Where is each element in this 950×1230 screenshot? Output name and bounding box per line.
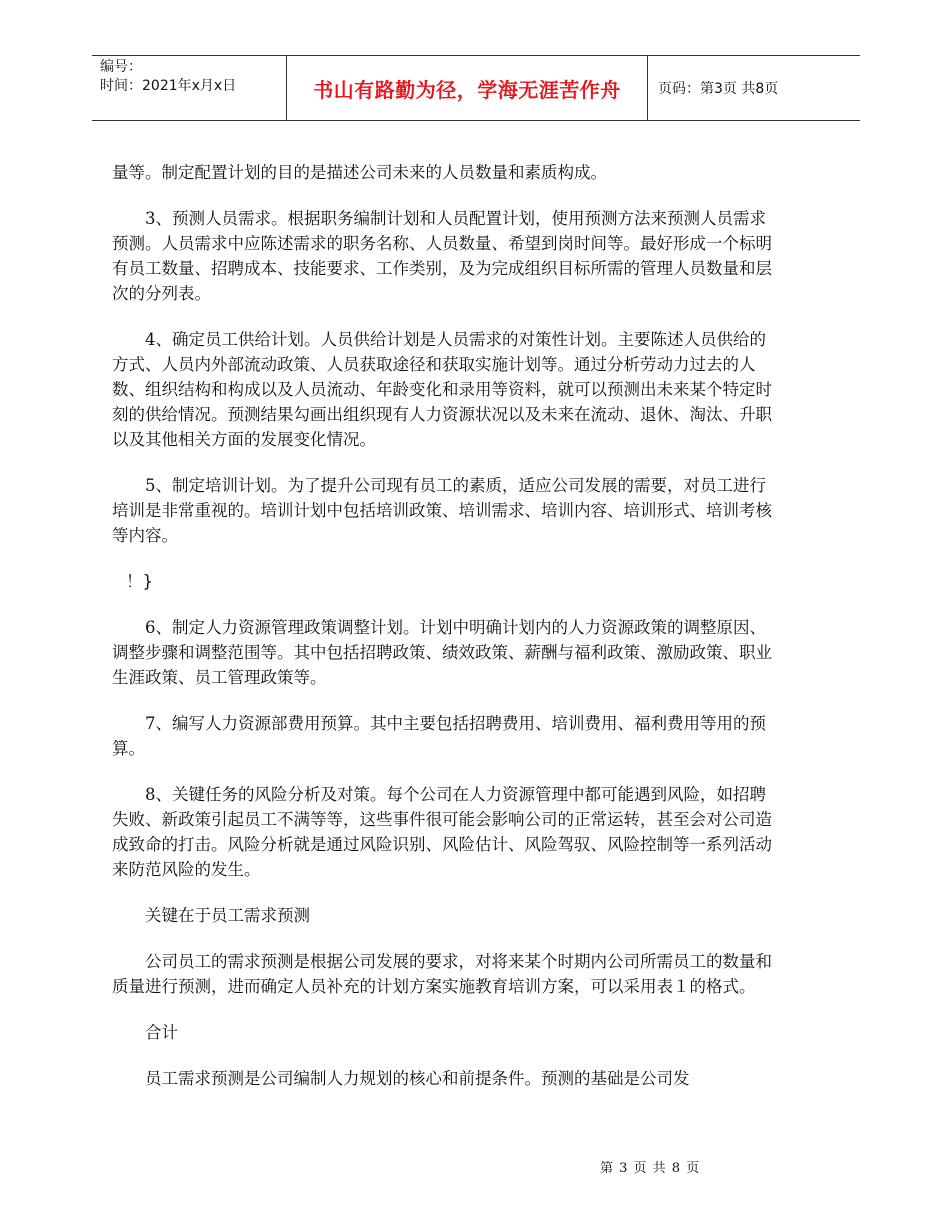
page-header xyxy=(92,55,860,121)
section-heading: 关键在于员工需求预测 xyxy=(145,906,310,925)
paragraph-training-plan: 5、制定培训计划。为了提升公司现有员工的素质，适应公司发展的需要，对员工进行培训是非常重视的。培训计划中包括培训政策、培训需求、培训内容、培训形式、培训考核等内容。 xyxy=(112,476,772,545)
paragraph-budget: 7、编写人力资源部费用预算。其中主要包括招聘费用、培训费用、福利费用等用的预算。 xyxy=(112,714,766,758)
paragraph-continuation: 量等。制定配置计划的目的是描述公司未来的人员数量和素质构成。 xyxy=(112,163,607,182)
stray-marker: ！} xyxy=(126,572,153,591)
page-info-text: 页码：第3页 共8页 xyxy=(658,81,779,97)
footer-page-number: 第 3 页 共 8 页 xyxy=(600,1161,700,1176)
motto-text: 书山有路勤为径，学海无涯苦作舟 xyxy=(313,77,621,102)
header-page-info xyxy=(658,56,778,120)
header-motto-cell xyxy=(286,56,648,120)
paragraph-predict-demand: 3、预测人员需求。根据职务编制计划和人员配置计划，使用预测方法来预测人员需求预测。人员需求中应陈述需求的职务名称、人员数量、希望到岗时间等。最好形成一个标明有员工数量、招聘成本、技能要求、工作类别，及为完成组织目标所需的管理人员数量和层次的分列表。 xyxy=(112,209,772,303)
paragraph-risk: 8、关键任务的风险分析及对策。每个公司在人力资源管理中都可能遇到风险，如招聘失败、新政策引起员工不满等等，这些事件很可能会影响公司的正常运转，甚至会对公司造成致命的打击。风险分析就是通过风险识别、风险估计、风险驾驭、风险控制等一系列活动来防范风险的发生。 xyxy=(112,785,772,879)
code-label: 编号： xyxy=(100,59,142,75)
paragraph-supply-plan: 4、确定员工供给计划。人员供给计划是人员需求的对策性计划。主要陈述人员供给的方式、人员内外部流动政策、人员获取途径和获取实施计划等。通过分析劳动力过去的人数、组织结构和构成以及人员流动、年龄变化和录用等资料，就可以预测出未来某个特定时刻的供给情况。预测结果勾画出组织现有人力资源状况以及未来在流动、退休、淘汰、升职以及其他相关方面的发展变化情况。 xyxy=(112,330,772,449)
paragraph-policy-plan: 6、制定人力资源管理政策调整计划。计划中明确计划内的人力资源政策的调整原因、调整步骤和调整范围等。其中包括招聘政策、绩效政策、薪酬与福利政策、激励政策、职业生涯政策、员工管理政策等。 xyxy=(112,618,772,687)
paragraph-demand-forecast: 公司员工的需求预测是根据公司发展的要求，对将来某个时期内公司所需员工的数量和质量进行预测，进而确定人员补充的计划方案实施教育培训方案，可以采用表１的格式。 xyxy=(112,952,772,996)
header-meta xyxy=(100,58,236,96)
document-body xyxy=(112,160,772,1112)
page-footer xyxy=(600,1157,699,1176)
time-label: 时间：2021年x月x日 xyxy=(100,78,237,94)
paragraph-core: 员工需求预测是公司编制人力规划的核心和前提条件。预测的基础是公司发 xyxy=(145,1069,690,1088)
total-label: 合计 xyxy=(145,1023,178,1042)
